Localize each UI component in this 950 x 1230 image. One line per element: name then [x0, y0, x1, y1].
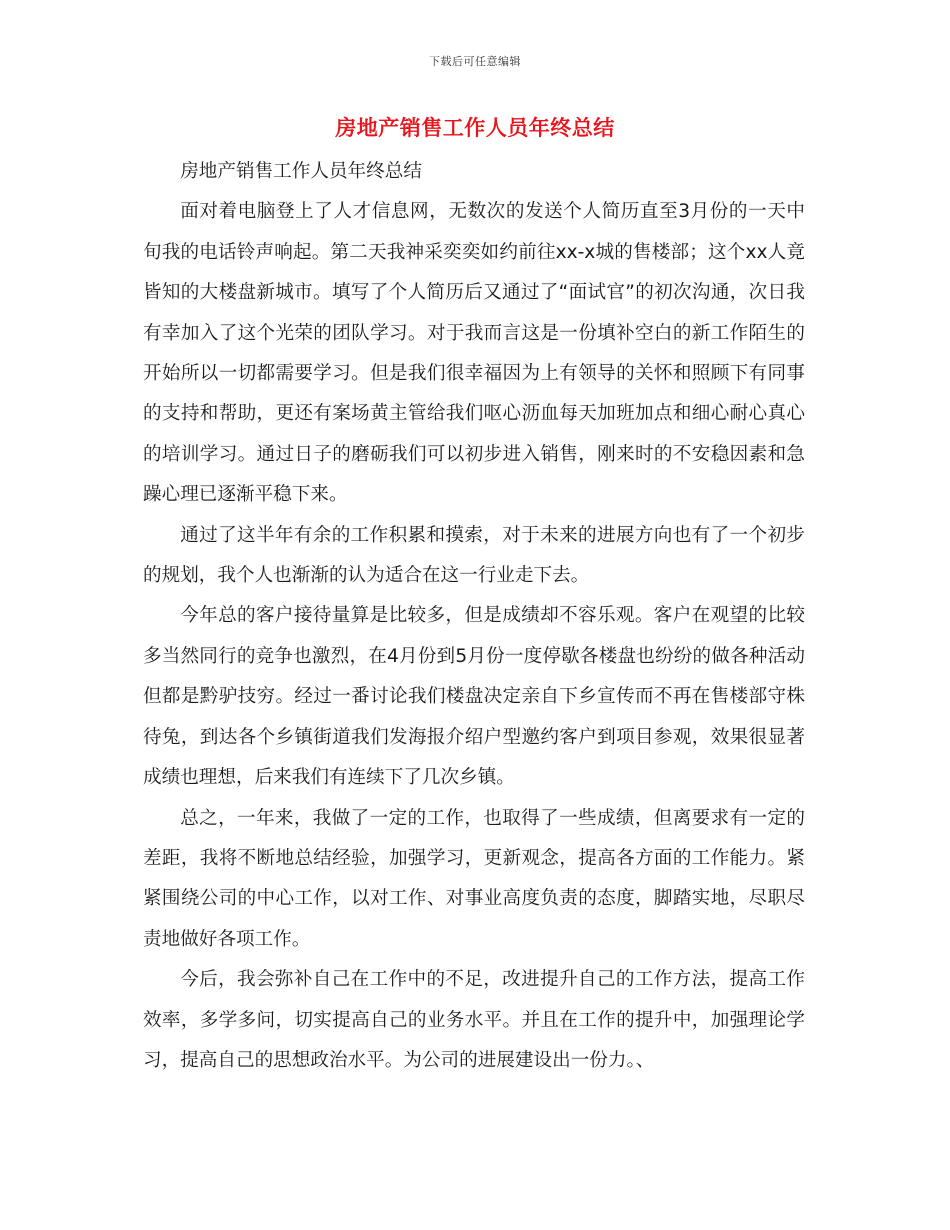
paragraph-subtitle: 房地产销售工作人员年终总结 [180, 161, 422, 182]
header-note: 下载后可任意编辑 [429, 55, 521, 68]
document-title: 房地产销售工作人员年终总结 [335, 116, 615, 140]
paragraph: 通过了这半年有余的工作积累和摸索，对于未来的进展方向也有了一个初步的规划，我个人也渐渐的认为适合在这一行业走下去。 [143, 524, 805, 587]
paragraph: 面对着电脑登上了人才信息网，无数次的发送个人简历直至3月份的一天中旬我的电话铃声响起。第二天我神采奕奕如约前往xx-x城的售楼部；这个xx人竟皆知的大楼盘新城市。填写了个人简历后又通过了“面试官”的初次沟通，次日我有幸加入了这个光荣的团队学习。对于我而言这是一份填补空白的新工作陌生的开始所以一切都需要学习。但是我们很幸福因为上有领导的关怀和照顾下有同事的支持和帮助，更还有案场黄主管给我们呕心沥血每天加班加点和细心耐心真心的培训学习。通过日子的磨砺我们可以初步进入销售，刚来时的不安稳因素和急躁心理已逐渐平稳下来。 [143, 201, 805, 506]
paragraph: 总之，一年来，我做了一定的工作，也取得了一些成绩，但离要求有一定的差距，我将不断地总结经验，加强学习，更新观念，提高各方面的工作能力。紧紧围绕公司的中心工作，以对工作、对事业高度负责的态度，脚踏实地，尽职尽责地做好各项工作。 [143, 807, 805, 950]
paragraph: 今年总的客户接待量算是比较多，但是成绩却不容乐观。客户在观望的比较多当然同行的竞争也激烈，在4月份到5月份一度停歇各楼盘也纷纷的做各种活动但都是黔驴技穷。经过一番讨论我们楼盘决定亲自下乡宣传而不再在售楼部守株待兔，到达各个乡镇街道我们发海报介绍户型邀约客户到项目参观，效果很显著成绩也理想，后来我们有连续下了几次乡镇。 [143, 605, 805, 789]
paragraph: 今后，我会弥补自己在工作中的不足，改进提升自己的工作方法，提高工作效率，多学多问，切实提高自己的业务水平。并且在工作的提升中，加强理论学习，提高自己的思想政治水平。为公司的进展建设出一份力。、 [143, 969, 805, 1071]
document-body [143, 152, 805, 1081]
